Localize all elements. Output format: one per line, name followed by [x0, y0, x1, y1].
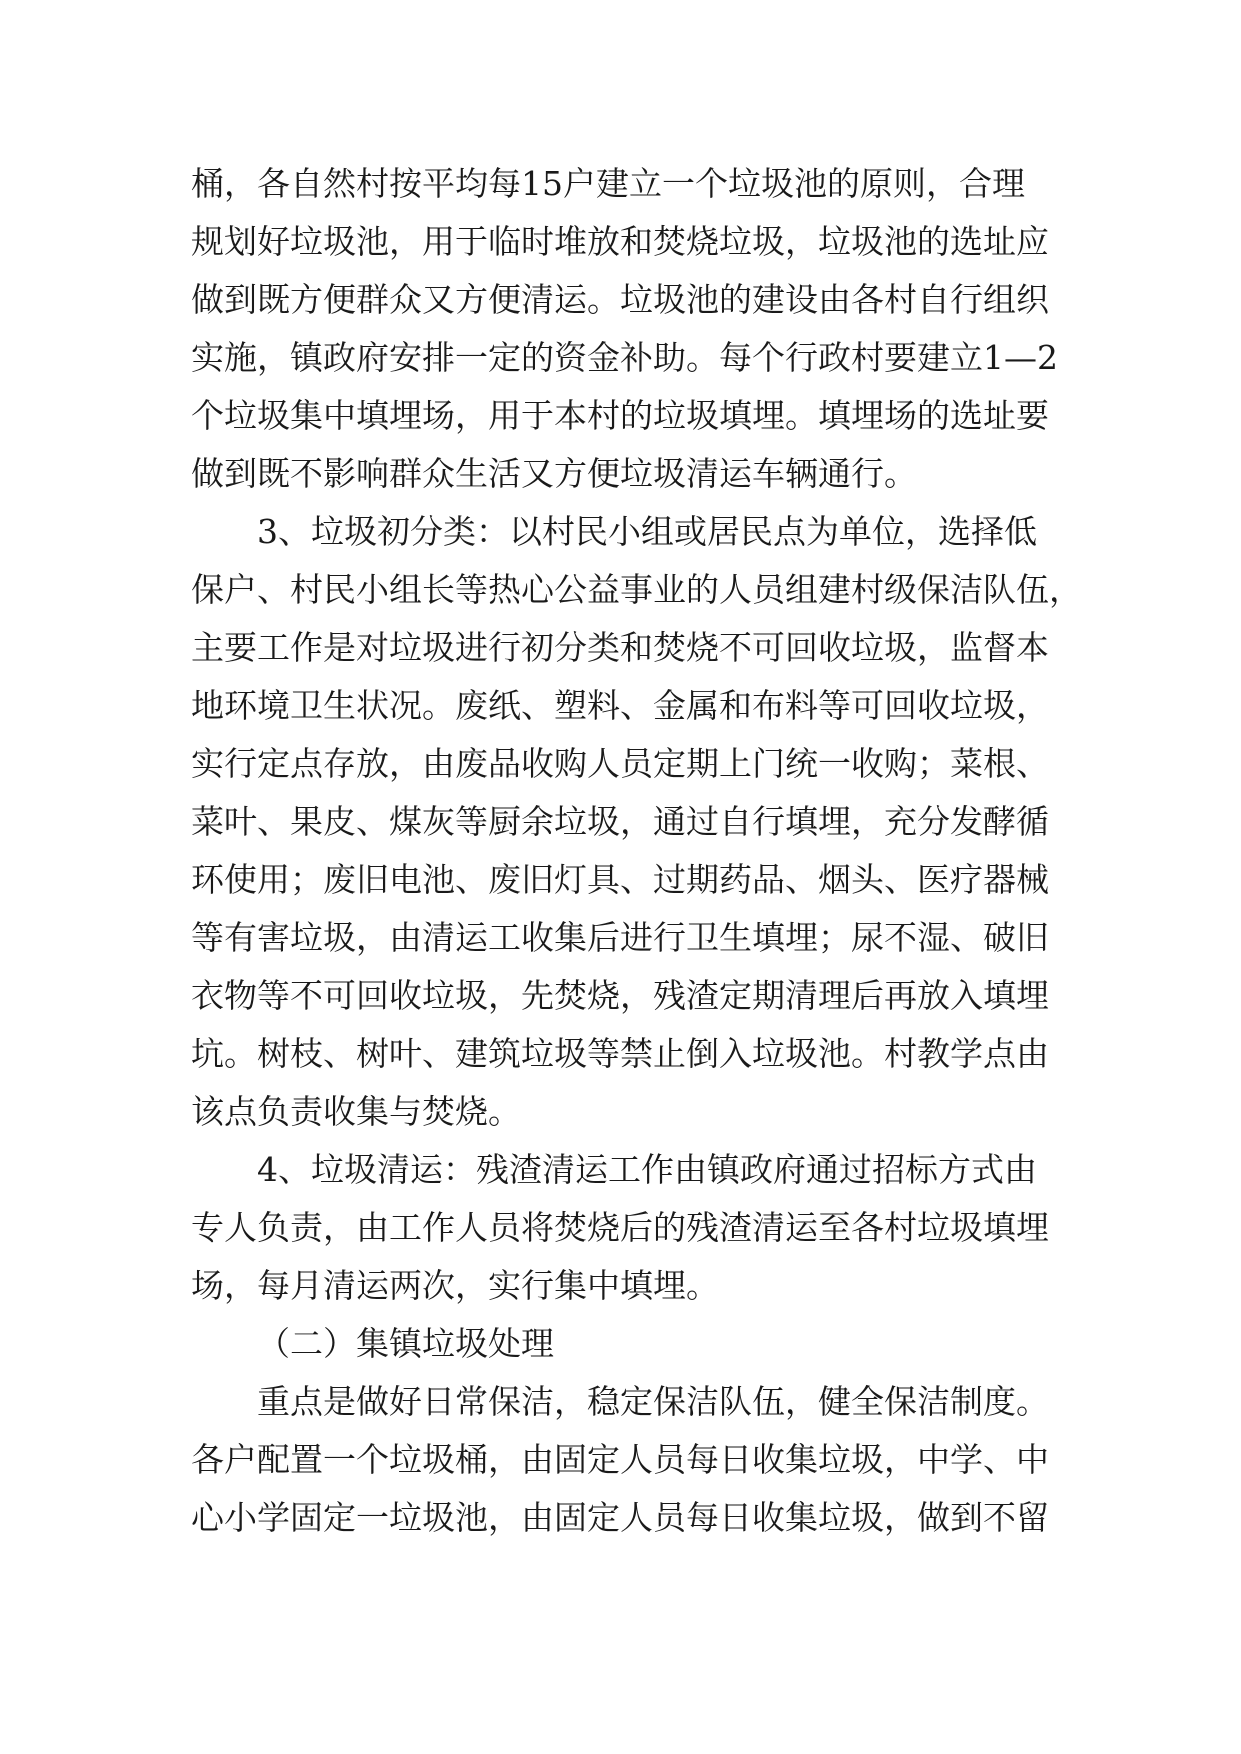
text-line: 桶，各自然村按平均每15户建立一个垃圾池的原则，合理	[191, 164, 1025, 203]
text-line: 做到既方便群众又方便清运。垃圾池的建设由各村自行组织	[191, 280, 1049, 319]
text-line: 衣物等不可回收垃圾，先焚烧，残渣定期清理后再放入填埋	[191, 976, 1049, 1015]
text-line: 地环境卫生状况。废纸、塑料、金属和布料等可回收垃圾，	[191, 686, 1049, 725]
paragraph-first-line: 3、垃圾初分类：以村民小组或居民点为单位，选择低	[257, 512, 1037, 551]
text-line: 保户、村民小组长等热心公益事业的人员组建村级保洁队伍，	[191, 570, 1082, 609]
text-line: 主要工作是对垃圾进行初分类和焚烧不可回收垃圾，监督本	[191, 628, 1049, 667]
text-line: 坑。树枝、树叶、建筑垃圾等禁止倒入垃圾池。村教学点由	[191, 1034, 1049, 1073]
text-line: 做到既不影响群众生活又方便垃圾清运车辆通行。	[191, 454, 917, 493]
paragraph-first-line: 重点是做好日常保洁，稳定保洁队伍，健全保洁制度。	[257, 1382, 1049, 1421]
text-line: 实施，镇政府安排一定的资金补助。每个行政村要建立1—2	[191, 338, 1058, 377]
section-heading: （二）集镇垃圾处理	[257, 1324, 554, 1363]
text-line: 等有害垃圾，由清运工收集后进行卫生填埋；尿不湿、破旧	[191, 918, 1049, 957]
text-line: 环使用；废旧电池、废旧灯具、过期药品、烟头、医疗器械	[191, 860, 1049, 899]
text-line: 该点负责收集与焚烧。	[191, 1092, 521, 1131]
text-line: 各户配置一个垃圾桶，由固定人员每日收集垃圾，中学、中	[191, 1440, 1049, 1479]
text-line: 规划好垃圾池，用于临时堆放和焚烧垃圾，垃圾池的选址应	[191, 222, 1049, 261]
paragraph-first-line: 4、垃圾清运：残渣清运工作由镇政府通过招标方式由	[257, 1150, 1037, 1189]
text-line: 心小学固定一垃圾池，由固定人员每日收集垃圾，做到不留	[191, 1498, 1049, 1537]
text-line: 实行定点存放，由废品收购人员定期上门统一收购；菜根、	[191, 744, 1049, 783]
text-line: 个垃圾集中填埋场，用于本村的垃圾填埋。填埋场的选址要	[191, 396, 1049, 435]
text-line: 场，每月清运两次，实行集中填埋。	[191, 1266, 719, 1305]
text-line: 专人负责，由工作人员将焚烧后的残渣清运至各村垃圾填埋	[191, 1208, 1049, 1247]
text-line: 菜叶、果皮、煤灰等厨余垃圾，通过自行填埋，充分发酵循	[191, 802, 1049, 841]
